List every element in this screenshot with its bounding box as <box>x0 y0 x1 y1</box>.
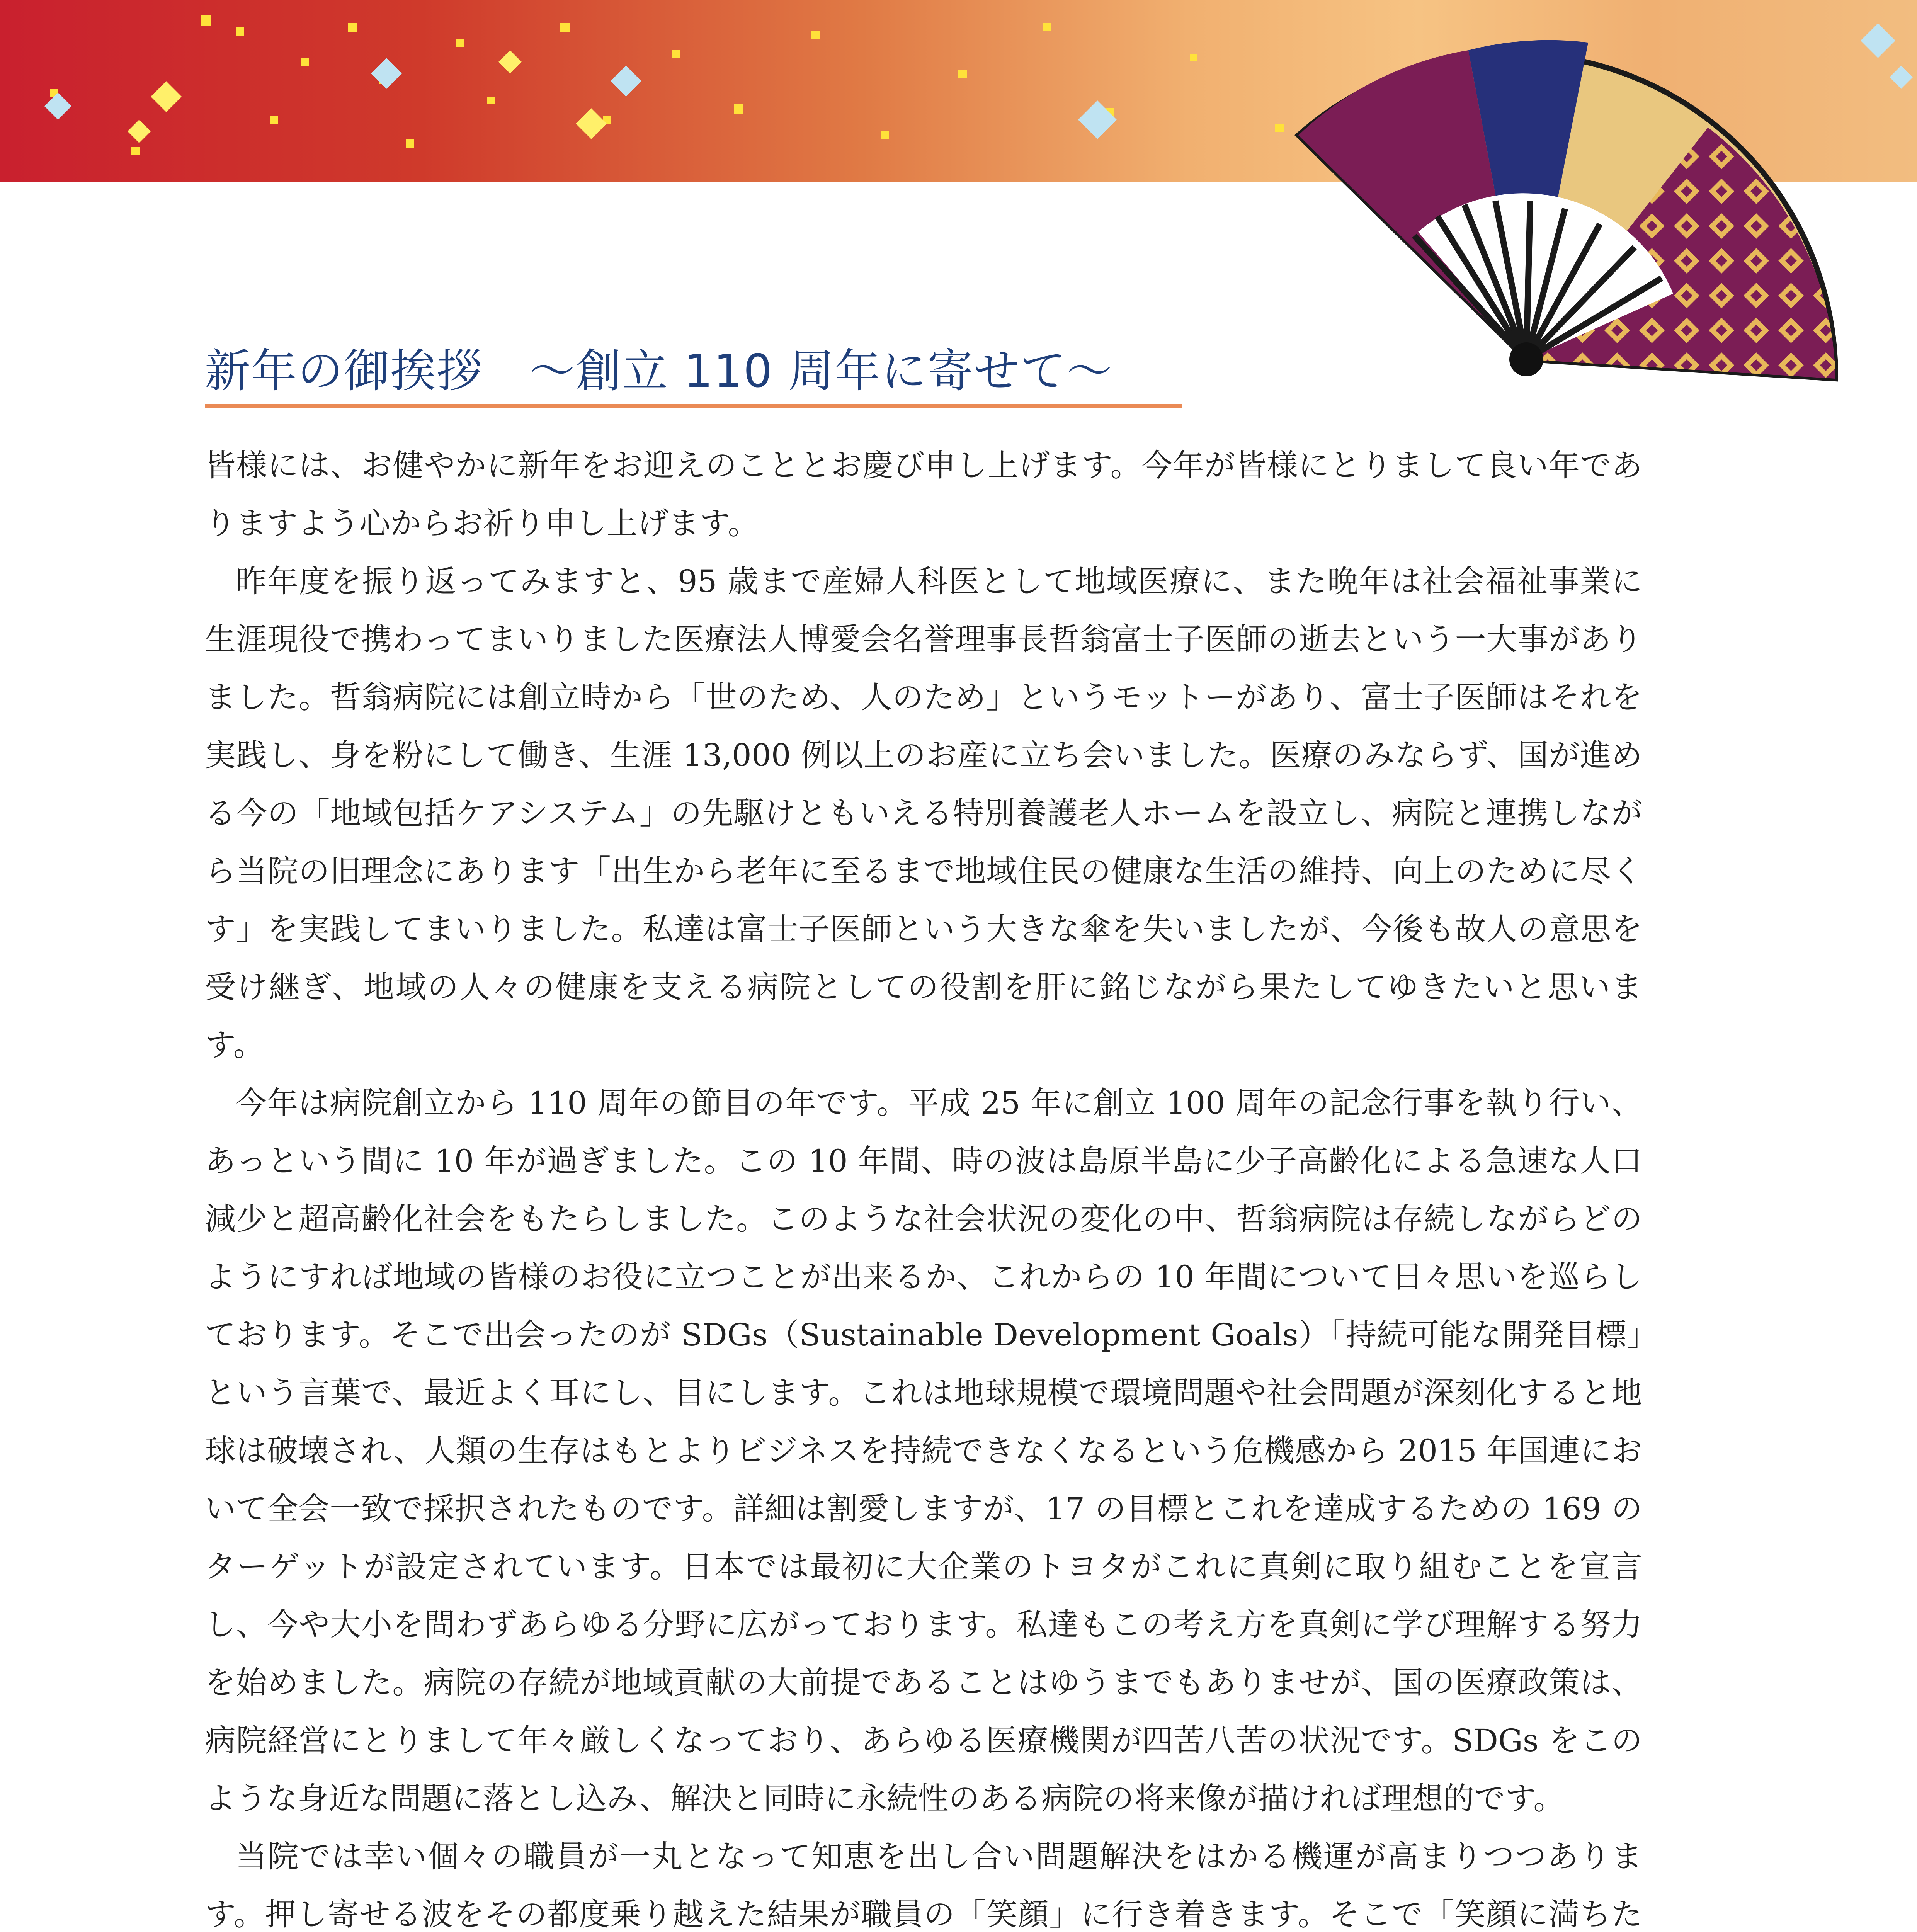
title-underline <box>205 404 1182 408</box>
paragraph-4: 当院では幸い個々の職員が一丸となって知恵を出し合い問題解決をはかる機運が高まりつつあります。押し寄せる波をその都度乗り越えた結果が職員の「笑顔」に行き着きます。そこで「笑顔に満ちた <box>205 1838 1642 1932</box>
page-title: 新年の御挨拶 〜創立 110 周年に寄せて〜 <box>205 344 1113 398</box>
paragraph-1: 皆様には、お健やかに新年をお迎えのこととお慶び申し上げます。今年が皆様にとりまして良い年でありますよう心からお祈り申し上げます。 <box>205 447 1642 541</box>
paragraph-2: 昨年度を振り返ってみますと、95 歳まで産婦人科医として地域医療に、また晩年は社会福祉事業に生涯現役で携わってまいりました医療法人博愛会名誉理事長哲翁富士子医師の逝去という一大事がありました。哲翁病院には創立時から「世のため、人のため」というモットーがあり、富士子医師はそれを実践し、身を粉にして働き、生涯 13,000 例以上のお産に立ち会いました。医療のみならず、国が進める今の「地域包括ケアシステム」の先駆けともいえる特別養護老人ホームを設立し、病院と連携しながら当院の旧理念にあります「出生から老年に至るまで地域住民の健康な生活の維持、向上のために尽くす」を実践してまいりました。私達は富士子医師という大きな傘を失いましたが、今後も故人の意思を受け継ぎ、地域の人々の健康を支える病院としての役割を肝に銘じながら果たしてゆきたいと思います。 <box>205 563 1643 1063</box>
paragraph-3: 今年は病院創立から 110 周年の節目の年です。平成 25 年に創立 100 周年の記念行事を執り行い、あっという間に 10 年が過ぎました。この 10 年間、時の波は島原半島に少子高齢化による急速な人口減少と超高齢化社会をもたらしました。このような社会状況の変化の中、哲翁病院は存続しながらどのようにすれば地域の皆様のお役に立つことが出来るか、これからの 10 年間について日々思いを巡らしております。そこで出会ったのが SDGs（Sustainable Development Goals）「持続可能な開発目標」という言葉で、最近よく耳にし、目にします。これは地球規模で環境問題や社会問題が深刻化すると地球は破壊され、人類の生存はもとよりビジネスを持続できなくなるという危機感から 2015 年国連において全会一致で採択されたものです。詳細は割愛しますが、17 の目標とこれを達成するための 169 のターゲットが設定されています。日本では最初に大企業のトヨタがこれに真剣に取り組むことを宣言し、今や大小を問わずあらゆる分野に広がっております。私達もこの考え方を真剣に学び理解する努力を始めました。病院の存続が地域貢献の大前提であることはゆうまでもありませが、国の医療政策は、病院経営にとりまして年々厳しくなっており、あらゆる医療機関が四苦八苦の状況です。SDGs をこのような身近な問題に落とし込み、解決と同時に永続性のある病院の将来像が描ければ理想的です。 <box>205 1085 1642 1816</box>
letter-body <box>205 437 1642 1932</box>
top-right-fan-illustration <box>0 0 1917 386</box>
